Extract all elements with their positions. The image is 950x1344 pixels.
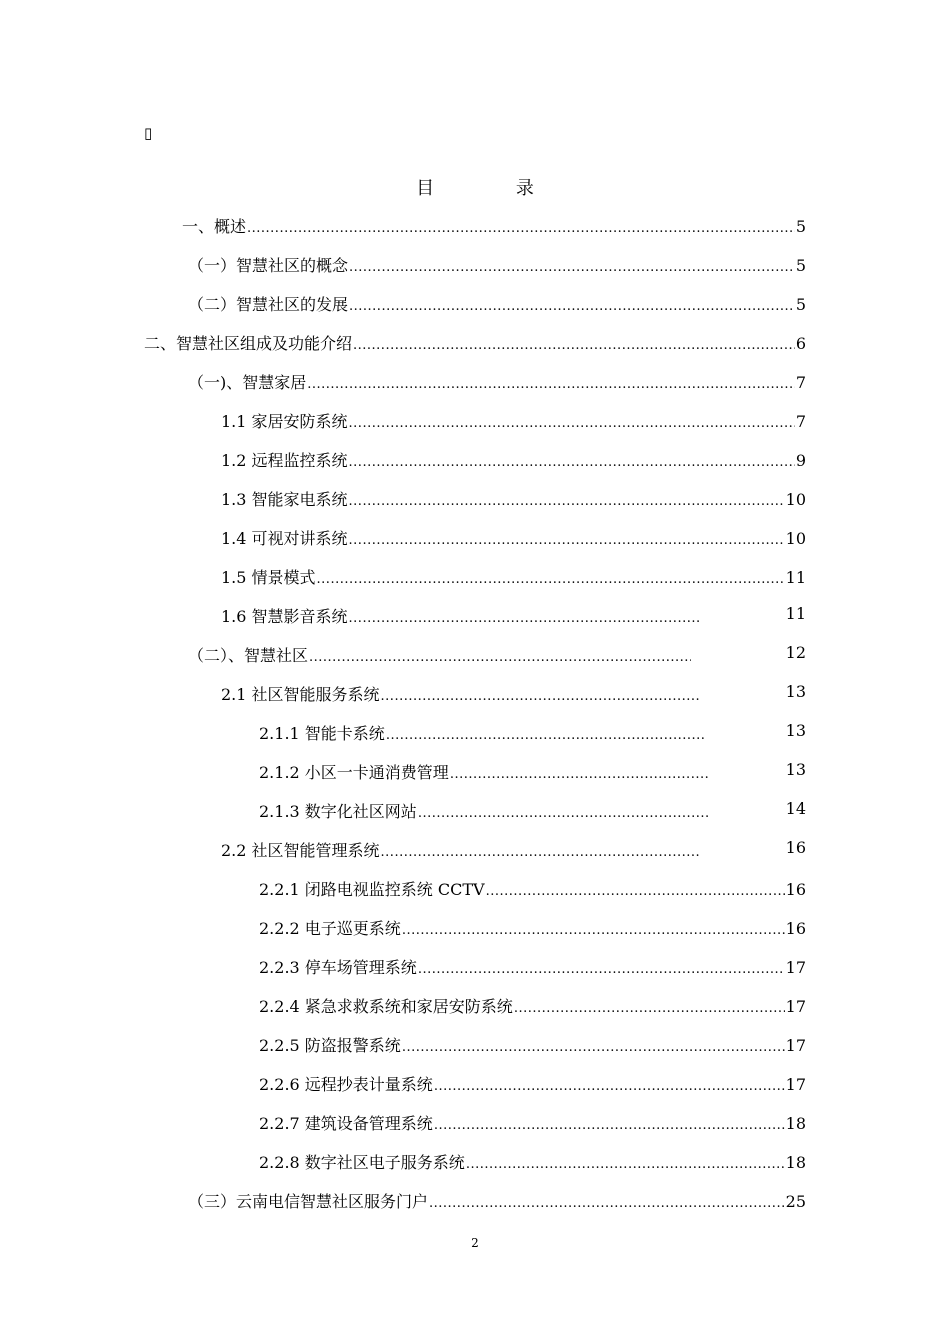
- toc-title: 目 录: [416, 178, 572, 199]
- toc-entry-page: 5: [795, 217, 806, 236]
- dot-leader: [402, 923, 785, 938]
- toc-entry-label: 1.4 可视对讲系统: [221, 529, 348, 548]
- toc-entry[interactable]: [188, 253, 806, 275]
- dot-leader: [349, 260, 795, 275]
- dot-leader: [349, 611, 701, 626]
- toc-entry-page: 18: [785, 1114, 806, 1133]
- toc-entry[interactable]: [221, 682, 806, 704]
- dot-leader: [434, 1118, 785, 1133]
- toc-entry-label: 1.5 情景模式: [221, 568, 316, 587]
- toc-entry-page: 12: [785, 643, 806, 662]
- toc-entry[interactable]: [221, 409, 806, 431]
- toc-entry-page: 16: [785, 838, 806, 857]
- toc-entry-page: 16: [785, 880, 806, 899]
- toc-entry[interactable]: [188, 292, 806, 314]
- dot-leader: [349, 455, 795, 470]
- toc-entry-page: 11: [785, 568, 806, 587]
- toc-entry-label: 2.1.1 智能卡系统: [259, 724, 385, 743]
- dot-leader: [349, 494, 785, 509]
- toc-entry[interactable]: [221, 526, 806, 548]
- toc-entry-label: 2.2.1 闭路电视监控系统 CCTV: [259, 880, 485, 899]
- toc-entry[interactable]: [144, 331, 806, 353]
- toc-entry-label: 1.1 家居安防系统: [221, 412, 348, 431]
- toc-entry[interactable]: [188, 643, 806, 665]
- toc-entry-page: 5: [795, 256, 806, 275]
- toc-entry-label: 2.2.7 建筑设备管理系统: [259, 1114, 433, 1133]
- toc-entry-label: 2.1.2 小区一卡通消费管理: [259, 763, 449, 782]
- toc-entry-page: 11: [785, 604, 806, 623]
- dot-leader: [434, 1079, 785, 1094]
- dot-leader: [247, 221, 795, 236]
- toc-entry-label: （二）、智慧社区: [188, 646, 309, 665]
- toc-entry[interactable]: [188, 370, 806, 392]
- toc-entry-label: （三）云南电信智慧社区服务门户: [188, 1192, 429, 1211]
- toc-entry-label: 2.2.8 数字社区电子服务系统: [259, 1153, 465, 1172]
- toc-entry[interactable]: [221, 565, 806, 587]
- toc-entry-label: 1.6 智慧影音系统: [221, 607, 348, 626]
- toc-entry[interactable]: [259, 1150, 806, 1172]
- dot-leader: [386, 728, 704, 743]
- dot-leader: [429, 1196, 785, 1211]
- dot-leader: [349, 533, 785, 548]
- toc-entry-page: 25: [785, 1192, 806, 1211]
- toc-entry-page: 6: [795, 334, 806, 353]
- toc-entry-page: 13: [785, 721, 806, 740]
- toc-entry[interactable]: [259, 1072, 806, 1094]
- toc-entry-page: 17: [785, 1075, 806, 1094]
- toc-entry[interactable]: [259, 760, 806, 782]
- dot-leader: [486, 884, 785, 899]
- toc-entry-label: （一)、智慧家居: [188, 373, 307, 392]
- toc-entry-label: 1.3 智能家电系统: [221, 490, 348, 509]
- toc-entry-label: 二、智慧社区组成及功能介绍: [144, 334, 353, 353]
- toc-entry[interactable]: [259, 877, 806, 899]
- toc-entry[interactable]: [182, 214, 806, 236]
- toc-entry[interactable]: [221, 838, 806, 860]
- dot-leader: [381, 689, 699, 704]
- dot-leader: [466, 1157, 785, 1172]
- toc-entry[interactable]: [188, 1189, 806, 1211]
- toc-entry[interactable]: [221, 487, 806, 509]
- dot-leader: [514, 1001, 785, 1016]
- toc-entry-page: 7: [795, 373, 806, 392]
- dot-leader: [402, 1040, 785, 1055]
- dot-leader: [353, 338, 795, 353]
- toc-entry[interactable]: [259, 955, 806, 977]
- toc-entry-page: 16: [785, 919, 806, 938]
- toc-entry[interactable]: [221, 448, 806, 470]
- toc-entry-page: 10: [785, 529, 806, 548]
- toc-entry-page: 10: [785, 490, 806, 509]
- toc-entry-page: 9: [795, 451, 806, 470]
- dot-leader: [418, 806, 710, 821]
- toc-entry[interactable]: [259, 994, 806, 1016]
- toc-entry-label: （一）智慧社区的概念: [188, 256, 349, 275]
- toc-entry-page: 18: [785, 1153, 806, 1172]
- toc-entry[interactable]: [259, 799, 806, 821]
- dot-leader: [418, 962, 785, 977]
- dot-leader: [349, 416, 795, 431]
- toc-entry-label: 2.2 社区智能管理系统: [221, 841, 380, 860]
- toc-entry-page: 5: [795, 295, 806, 314]
- dot-leader: [317, 572, 785, 587]
- dot-leader: [309, 650, 691, 665]
- dot-leader: [381, 845, 699, 860]
- dot-leader: [450, 767, 708, 782]
- toc-entry-label: 2.1 社区智能服务系统: [221, 685, 380, 704]
- toc-entry-label: 2.2.4 紧急求救系统和家居安防系统: [259, 997, 513, 1016]
- toc-entry[interactable]: [259, 721, 806, 743]
- toc-entry-page: 7: [795, 412, 806, 431]
- toc-entry-label: 2.2.2 电子巡更系统: [259, 919, 401, 938]
- toc-entry-page: 17: [785, 1036, 806, 1055]
- toc-entry-label: 一、概述: [182, 217, 247, 236]
- toc-entry-page: 17: [785, 997, 806, 1016]
- toc-entry-page: 13: [785, 760, 806, 779]
- toc-entry-label: 2.1.3 数字化社区网站: [259, 802, 417, 821]
- toc-entry-label: （二）智慧社区的发展: [188, 295, 349, 314]
- dot-leader: [349, 299, 795, 314]
- toc-entry[interactable]: [259, 1111, 806, 1133]
- toc-entry[interactable]: [259, 1033, 806, 1055]
- toc-entry-page: 13: [785, 682, 806, 701]
- toc-entry-label: 2.2.6 远程抄表计量系统: [259, 1075, 433, 1094]
- toc-entry-label: 2.2.5 防盗报警系统: [259, 1036, 401, 1055]
- toc-entry-page: 14: [785, 799, 806, 818]
- page-number: 2: [471, 1236, 479, 1250]
- toc-entry[interactable]: [221, 604, 806, 626]
- toc-entry-label: 1.2 远程监控系统: [221, 451, 348, 470]
- toc-entry[interactable]: [259, 916, 806, 938]
- dot-leader: [307, 377, 795, 392]
- toc-entry-label: 2.2.3 停车场管理系统: [259, 958, 417, 977]
- toc-entry-page: 17: [785, 958, 806, 977]
- placeholder-glyph: ▯: [144, 124, 153, 142]
